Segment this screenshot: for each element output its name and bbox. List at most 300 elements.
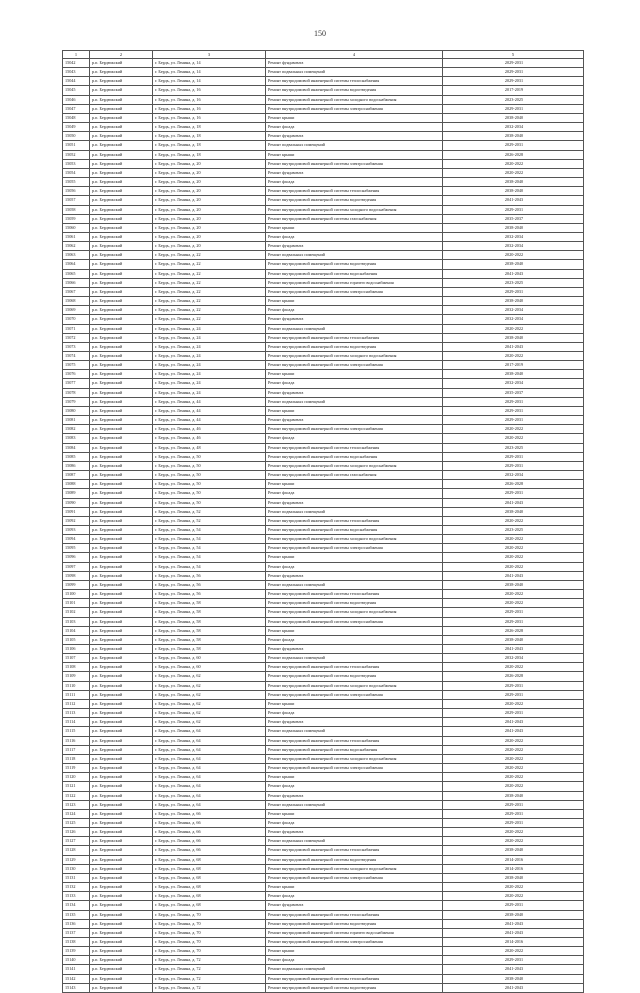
settlement: р.п. Бердюжский [90,718,153,727]
table-row [63,370,584,379]
work-type: Ремонт фасада [266,892,443,901]
settlement: р.п. Бердюжский [90,754,153,763]
address: г. Бердь, ул. Ленина, д. 68 [153,883,266,892]
row-number: 15116 [63,736,90,745]
period: 2032-2034 [443,471,584,480]
address: г. Бердь, ул. Ленина, д. 44 [153,397,266,406]
period: 2041-2043 [443,269,584,278]
period: 2029-2031 [443,956,584,965]
row-number: 15133 [63,892,90,901]
address: г. Бердь, ул. Ленина, д. 64 [153,791,266,800]
settlement: р.п. Бердюжский [90,397,153,406]
row-number: 15098 [63,571,90,580]
table-row [63,434,584,443]
row-number: 15057 [63,196,90,205]
table-row [63,718,584,727]
row-number: 15123 [63,800,90,809]
period: 2038-2040 [443,113,584,122]
row-number: 15096 [63,553,90,562]
work-type: Ремонт внутридомовой инженерной системы теплоснабжения [266,333,443,342]
address: г. Бердь, ул. Ленина, д. 24 [153,388,266,397]
work-type: Ремонт подвальных помещений [266,727,443,736]
table-row [63,68,584,77]
table-row [63,983,584,992]
table-row [63,873,584,882]
address: г. Бердь, ул. Ленина, д. 18 [153,123,266,132]
row-number: 15060 [63,223,90,232]
period: 2041-2043 [443,196,584,205]
period: 2020-2022 [443,352,584,361]
address: г. Бердь, ул. Ленина, д. 20 [153,168,266,177]
table-row [63,773,584,782]
work-type: Ремонт подвальных помещений [266,654,443,663]
period: 2020-2022 [443,544,584,553]
settlement: р.п. Бердюжский [90,873,153,882]
address: г. Бердь, ул. Ленина, д. 52 [153,507,266,516]
address: г. Бердь, ул. Ленина, д. 50 [153,452,266,461]
row-number: 15113 [63,709,90,718]
work-type: Ремонт внутридомовой инженерной системы водоотведения [266,86,443,95]
address: г. Бердь, ул. Ленина, д. 60 [153,654,266,663]
address: г. Бердь, ул. Ленина, д. 16 [153,95,266,104]
table-row [63,919,584,928]
settlement: р.п. Бердюжский [90,251,153,260]
settlement: р.п. Бердюжский [90,132,153,141]
address: г. Бердь, ул. Ленина, д. 14 [153,77,266,86]
address: г. Бердь, ул. Ленина, д. 52 [153,516,266,525]
settlement: р.п. Бердюжский [90,260,153,269]
work-type: Ремонт крыши [266,699,443,708]
row-number: 15058 [63,205,90,214]
period: 2020-2022 [443,773,584,782]
work-type: Ремонт фундамента [266,901,443,910]
period: 2020-2022 [443,883,584,892]
row-number: 15106 [63,645,90,654]
period: 2029-2031 [443,77,584,86]
work-type: Ремонт внутридомовой инженерной системы электроснабжения [266,361,443,370]
settlement: р.п. Бердюжский [90,59,153,68]
row-number: 15050 [63,132,90,141]
work-type: Ремонт фундамента [266,388,443,397]
row-number: 15129 [63,855,90,864]
period: 2020-2022 [443,599,584,608]
table-row [63,965,584,974]
table-row [63,864,584,873]
address: г. Бердь, ул. Ленина, д. 64 [153,773,266,782]
table-row [63,159,584,168]
address: г. Бердь, ул. Ленина, д. 18 [153,141,266,150]
work-type: Ремонт фасада [266,956,443,965]
settlement: р.п. Бердюжский [90,818,153,827]
address: г. Бердь, ул. Ленина, д. 48 [153,443,266,452]
work-type: Ремонт внутридомовой инженерной системы теплоснабжения [266,590,443,599]
address: г. Бердь, ул. Ленина, д. 62 [153,690,266,699]
table-row [63,938,584,947]
work-type: Ремонт внутридомовой инженерной системы холодного водоснабжения [266,205,443,214]
row-number: 15093 [63,525,90,534]
table-row [63,800,584,809]
address: г. Бердь, ул. Ленина, д. 20 [153,187,266,196]
address: г. Бердь, ул. Ленина, д. 14 [153,59,266,68]
address: г. Бердь, ул. Ленина, д. 20 [153,178,266,187]
work-type: Ремонт внутридомовой инженерной системы водоотведения [266,599,443,608]
period: 2029-2031 [443,681,584,690]
row-number: 15073 [63,342,90,351]
row-number: 15117 [63,745,90,754]
settlement: р.п. Бердюжский [90,77,153,86]
work-type: Ремонт крыши [266,150,443,159]
address: г. Бердь, ул. Ленина, д. 66 [153,818,266,827]
table-row [63,416,584,425]
row-number: 15107 [63,654,90,663]
row-number: 15086 [63,461,90,470]
table-row [63,452,584,461]
address: г. Бердь, ул. Ленина, д. 56 [153,580,266,589]
period: 2026-2028 [443,626,584,635]
period: 2038-2040 [443,507,584,516]
address: г. Бердь, ул. Ленина, д. 22 [153,297,266,306]
settlement: р.п. Бердюжский [90,306,153,315]
table-row [63,86,584,95]
table-row [63,535,584,544]
period: 2041-2043 [443,983,584,992]
address: г. Бердь, ул. Ленина, д. 46 [153,434,266,443]
settlement: р.п. Бердюжский [90,956,153,965]
period: 2020-2022 [443,562,584,571]
period: 2020-2022 [443,535,584,544]
settlement: р.п. Бердюжский [90,663,153,672]
row-number: 15111 [63,690,90,699]
period: 2041-2043 [443,727,584,736]
period: 2029-2031 [443,68,584,77]
work-type: Ремонт внутридомовой инженерной системы водоотведения [266,342,443,351]
column-number-row [63,51,584,59]
address: г. Бердь, ул. Ленина, д. 62 [153,672,266,681]
settlement: р.п. Бердюжский [90,617,153,626]
period: 2029-2031 [443,901,584,910]
row-number: 15088 [63,480,90,489]
address: г. Бердь, ул. Ленина, д. 58 [153,645,266,654]
work-type: Ремонт внутридомовой инженерной системы водоотведения [266,855,443,864]
address: г. Бердь, ул. Ленина, д. 14 [153,68,266,77]
period: 2029-2031 [443,59,584,68]
table-row [63,617,584,626]
row-number: 15080 [63,406,90,415]
work-type: Ремонт крыши [266,223,443,232]
row-number: 15112 [63,699,90,708]
period: 2023-2025 [443,525,584,534]
row-number: 15142 [63,974,90,983]
address: г. Бердь, ул. Ленина, д. 58 [153,608,266,617]
settlement: р.п. Бердюжский [90,406,153,415]
work-type: Ремонт внутридомовой инженерной системы водоснабжения [266,452,443,461]
address: г. Бердь, ул. Ленина, д. 24 [153,333,266,342]
address: г. Бердь, ул. Ленина, д. 20 [153,232,266,241]
settlement: р.п. Бердюжский [90,150,153,159]
row-number: 15126 [63,828,90,837]
address: г. Бердь, ул. Ленина, д. 64 [153,754,266,763]
settlement: р.п. Бердюжский [90,535,153,544]
work-type: Ремонт внутридомовой инженерной системы электроснабжения [266,764,443,773]
work-type: Ремонт внутридомовой инженерной системы электроснабжения [266,425,443,434]
row-number: 15110 [63,681,90,690]
period: 2032-2034 [443,232,584,241]
work-type: Ремонт внутридомовой инженерной системы теплоснабжения [266,516,443,525]
row-number: 15046 [63,95,90,104]
work-type: Ремонт фундамента [266,718,443,727]
period: 2032-2034 [443,306,584,315]
period: 2014-2016 [443,855,584,864]
settlement: р.п. Бердюжский [90,544,153,553]
work-type: Ремонт крыши [266,947,443,956]
table-row [63,77,584,86]
address: г. Бердь, ул. Ленина, д. 70 [153,928,266,937]
work-type: Ремонт внутридомовой инженерной системы теплоснабжения [266,663,443,672]
settlement: р.п. Бердюжский [90,159,153,168]
settlement: р.п. Бердюжский [90,883,153,892]
row-number: 15055 [63,178,90,187]
period: 2029-2031 [443,141,584,150]
table-row [63,507,584,516]
column-number: 5 [443,51,584,59]
work-type: Ремонт подвальных помещений [266,324,443,333]
table-row [63,269,584,278]
address: г. Бердь, ул. Ленина, д. 50 [153,489,266,498]
settlement: р.п. Бердюжский [90,645,153,654]
settlement: р.п. Бердюжский [90,269,153,278]
address: г. Бердь, ул. Ленина, д. 68 [153,864,266,873]
row-number: 15109 [63,672,90,681]
address: г. Бердь, ул. Ленина, д. 72 [153,965,266,974]
period: 2023-2025 [443,278,584,287]
row-number: 15043 [63,68,90,77]
work-type: Ремонт внутридомовой инженерной системы холодного водоснабжения [266,535,443,544]
address: г. Бердь, ул. Ленина, д. 66 [153,837,266,846]
period: 2020-2022 [443,663,584,672]
period: 2038-2040 [443,580,584,589]
period: 2032-2034 [443,123,584,132]
period: 2020-2022 [443,553,584,562]
work-type: Ремонт подвальных помещений [266,141,443,150]
address: г. Бердь, ул. Ленина, д. 64 [153,782,266,791]
table-row [63,947,584,956]
table-row [63,333,584,342]
settlement: р.п. Бердюжский [90,672,153,681]
period: 2029-2031 [443,452,584,461]
period: 2038-2040 [443,223,584,232]
address: г. Бердь, ул. Ленина, д. 72 [153,983,266,992]
settlement: р.п. Бердюжский [90,864,153,873]
table-row [63,205,584,214]
settlement: р.п. Бердюжский [90,141,153,150]
work-type: Ремонт фасада [266,562,443,571]
address: г. Бердь, ул. Ленина, д. 64 [153,727,266,736]
work-type: Ремонт внутридомовой инженерной системы холодного водоснабжения [266,352,443,361]
address: г. Бердь, ул. Ленина, д. 46 [153,425,266,434]
row-number: 15118 [63,754,90,763]
row-number: 15139 [63,947,90,956]
address: г. Бердь, ул. Ленина, д. 70 [153,910,266,919]
work-type: Ремонт крыши [266,883,443,892]
work-type: Ремонт фундамента [266,315,443,324]
work-type: Ремонт фасада [266,178,443,187]
work-type: Ремонт внутридомовой инженерной системы водоснабжения [266,745,443,754]
period: 2032-2034 [443,654,584,663]
address: г. Бердь, ул. Ленина, д. 50 [153,498,266,507]
settlement: р.п. Бердюжский [90,461,153,470]
row-number: 15081 [63,416,90,425]
period: 2020-2022 [443,754,584,763]
address: г. Бердь, ул. Ленина, д. 70 [153,947,266,956]
work-type: Ремонт фасада [266,818,443,827]
row-number: 15045 [63,86,90,95]
work-type: Ремонт внутридомовой инженерной системы водоотведения [266,672,443,681]
period: 2020-2022 [443,168,584,177]
address: г. Бердь, ул. Ленина, д. 22 [153,260,266,269]
settlement: р.п. Бердюжский [90,214,153,223]
address: г. Бердь, ул. Ленина, д. 24 [153,361,266,370]
work-type: Ремонт крыши [266,626,443,635]
table-row [63,709,584,718]
row-number: 15127 [63,837,90,846]
settlement: р.п. Бердюжский [90,828,153,837]
row-number: 15143 [63,983,90,992]
row-number: 15130 [63,864,90,873]
table-row [63,901,584,910]
row-number: 15063 [63,251,90,260]
table-row [63,754,584,763]
row-number: 15100 [63,590,90,599]
work-type: Ремонт внутридомовой инженерной системы водоотведения [266,919,443,928]
period: 2014-2016 [443,938,584,947]
period: 2041-2043 [443,928,584,937]
period: 2038-2040 [443,178,584,187]
period: 2029-2031 [443,690,584,699]
period: 2020-2022 [443,324,584,333]
work-type: Ремонт внутридомовой инженерной системы горячего водоснабжения [266,278,443,287]
work-type: Ремонт фундамента [266,59,443,68]
work-type: Ремонт внутридомовой инженерной системы электроснабжения [266,287,443,296]
work-type: Ремонт фундамента [266,132,443,141]
address: г. Бердь, ул. Ленина, д. 18 [153,150,266,159]
table-row [63,791,584,800]
work-type: Ремонт внутридомовой инженерной системы электроснабжения [266,544,443,553]
row-number: 15084 [63,443,90,452]
period: 2038-2040 [443,974,584,983]
address: г. Бердь, ул. Ленина, д. 68 [153,873,266,882]
period: 2041-2043 [443,718,584,727]
table-row [63,608,584,617]
row-number: 15124 [63,809,90,818]
row-number: 15044 [63,77,90,86]
settlement: р.п. Бердюжский [90,727,153,736]
address: г. Бердь, ул. Ленина, д. 20 [153,196,266,205]
row-number: 15077 [63,379,90,388]
table-body [63,59,584,993]
address: г. Бердь, ул. Ленина, д. 16 [153,113,266,122]
address: г. Бердь, ул. Ленина, д. 20 [153,159,266,168]
address: г. Бердь, ул. Ленина, д. 54 [153,544,266,553]
address: г. Бердь, ул. Ленина, д. 50 [153,471,266,480]
row-number: 15089 [63,489,90,498]
settlement: р.п. Бердюжский [90,489,153,498]
address: г. Бердь, ул. Ленина, д. 62 [153,709,266,718]
address: г. Бердь, ул. Ленина, д. 20 [153,205,266,214]
table-row [63,223,584,232]
table-row [63,352,584,361]
settlement: р.п. Бердюжский [90,507,153,516]
settlement: р.п. Бердюжский [90,104,153,113]
table-row [63,956,584,965]
settlement: р.п. Бердюжский [90,471,153,480]
work-type: Ремонт внутридомовой инженерной системы теплоснабжения [266,974,443,983]
settlement: р.п. Бердюжский [90,846,153,855]
table-row [63,525,584,534]
settlement: р.п. Бердюжский [90,342,153,351]
address: г. Бердь, ул. Ленина, д. 58 [153,599,266,608]
period: 2020-2022 [443,516,584,525]
period: 2020-2022 [443,434,584,443]
address: г. Бердь, ул. Ленина, д. 22 [153,251,266,260]
period: 2029-2031 [443,800,584,809]
work-type: Ремонт фундамента [266,416,443,425]
table-row [63,168,584,177]
work-type: Ремонт внутридомовой инженерной системы холодного водоснабжения [266,95,443,104]
settlement: р.п. Бердюжский [90,379,153,388]
address: г. Бердь, ул. Ленина, д. 56 [153,571,266,580]
work-type: Ремонт крыши [266,773,443,782]
table-row [63,516,584,525]
row-number: 15091 [63,507,90,516]
settlement: р.п. Бердюжский [90,95,153,104]
work-type: Ремонт внутридомовой инженерной системы теплоснабжения [266,443,443,452]
row-number: 15053 [63,159,90,168]
settlement: р.п. Бердюжский [90,525,153,534]
settlement: р.п. Бердюжский [90,800,153,809]
period: 2020-2022 [443,782,584,791]
address: г. Бердь, ул. Ленина, д. 50 [153,461,266,470]
row-number: 15131 [63,873,90,882]
settlement: р.п. Бердюжский [90,480,153,489]
table-row [63,132,584,141]
work-type: Ремонт крыши [266,480,443,489]
address: г. Бердь, ул. Ленина, д. 18 [153,132,266,141]
row-number: 15085 [63,452,90,461]
work-type: Ремонт внутридомовой инженерной системы электроснабжения [266,159,443,168]
settlement: р.п. Бердюжский [90,892,153,901]
row-number: 15119 [63,764,90,773]
table-row [63,553,584,562]
period: 2020-2022 [443,837,584,846]
settlement: р.п. Бердюжский [90,498,153,507]
row-number: 15071 [63,324,90,333]
work-type: Ремонт внутридомовой инженерной системы теплоснабжения [266,846,443,855]
table-row [63,178,584,187]
settlement: р.п. Бердюжский [90,590,153,599]
address: г. Бердь, ул. Ленина, д. 44 [153,416,266,425]
row-number: 15102 [63,608,90,617]
work-type: Ремонт подвальных помещений [266,800,443,809]
table-row [63,809,584,818]
period: 2029-2031 [443,617,584,626]
row-number: 15064 [63,260,90,269]
work-type: Ремонт внутридомовой инженерной системы водоотведения [266,983,443,992]
table-row [63,654,584,663]
settlement: р.п. Бердюжский [90,452,153,461]
address: г. Бердь, ул. Ленина, д. 22 [153,306,266,315]
settlement: р.п. Бердюжский [90,974,153,983]
period: 2026-2028 [443,150,584,159]
